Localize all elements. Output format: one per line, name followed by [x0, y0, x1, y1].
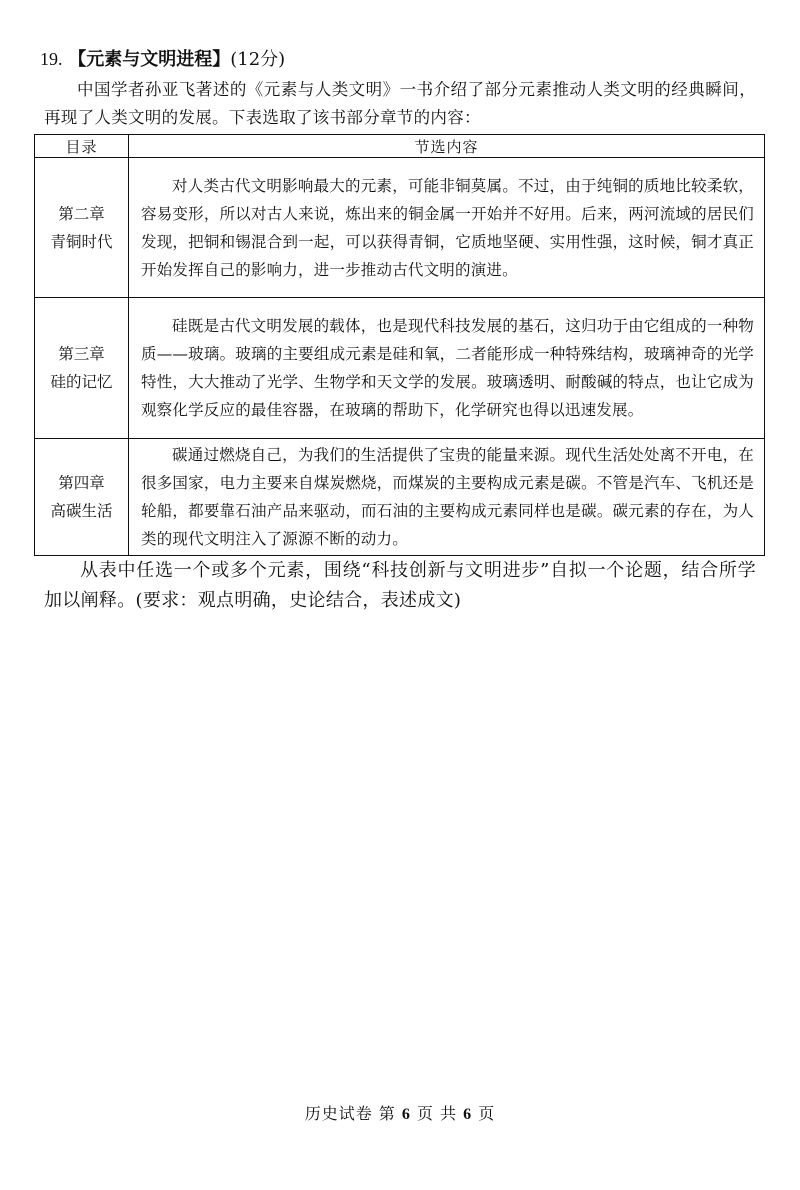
chapter-cell — [35, 298, 129, 439]
table-header-row — [35, 135, 765, 158]
footer-prefix: 历史试卷 第 — [304, 1104, 396, 1123]
chapter-table — [34, 134, 765, 556]
chapter-subtitle: 硅的记忆 — [50, 373, 113, 391]
question-title: 【元素与文明进程】 — [68, 49, 231, 70]
question-task: 从表中任选一个或多个元素，围绕“科技创新与文明进步”自拟一个论题，结合所学加以阐释。(要求：观点明确，史论结合，表述成文) — [44, 560, 756, 611]
question-number: 19. — [40, 49, 63, 69]
chapter-number: 第三章 — [58, 345, 105, 363]
chapter-cell — [35, 439, 129, 556]
chapter-number: 第二章 — [58, 204, 105, 223]
footer-middle: 页 共 — [416, 1104, 458, 1123]
table-row — [35, 439, 765, 556]
question-points: (12分) — [230, 49, 286, 70]
page-footer — [0, 1101, 800, 1124]
footer-page-number: 6 — [401, 1106, 411, 1123]
excerpt-text: 对人类古代文明影响最大的元素，可能非铜莫属。不过，由于纯铜的质地比较柔软，容易变形，所以对古人来说，炼出来的铜金属一开始并不好用。后来，两河流域的居民们发现，把铜和锡混合到一起，可以获得青铜，它质地坚硬、实用性强，这时候，铜才真正开始发挥自己的影响力，进一步推动古代文明的演进。 — [129, 158, 765, 298]
footer-total-pages: 6 — [463, 1106, 473, 1123]
chapter-subtitle: 高碳生活 — [50, 502, 113, 520]
chapter-cell — [35, 158, 129, 298]
footer-suffix: 页 — [478, 1104, 496, 1123]
chapter-number: 第四章 — [58, 474, 105, 492]
question-intro: 中国学者孙亚飞著述的《元素与人类文明》一书介绍了部分元素推动人类文明的经典瞬间，再现了人类文明的发展。下表选取了该书部分章节的内容： — [44, 80, 756, 127]
question-heading — [40, 46, 285, 73]
header-contents: 目录 — [35, 135, 129, 158]
excerpt-text: 硅既是古代文明发展的载体，也是现代科技发展的基石，这归功于由它组成的一种物质——玻璃。玻璃的主要组成元素是硅和氧，二者能形成一种特殊结构，玻璃神奇的光学特性，大大推动了光学、生物学和天文学的发展。玻璃透明、耐酸碱的特点，也让它成为观察化学反应的最佳容器，在玻璃的帮助下，化学研究也得以迅速发展。 — [129, 298, 765, 439]
header-excerpt: 节选内容 — [129, 135, 765, 158]
excerpt-text: 碳通过燃烧自己，为我们的生活提供了宝贵的能量来源。现代生活处处离不开电，在很多国家，电力主要来自煤炭燃烧，而煤炭的主要构成元素是碳。不管是汽车、飞机还是轮船，都要靠石油产品来驱动，而石油的主要构成元素同样也是碳。碳元素的存在，为人类的现代文明注入了源源不断的动力。 — [129, 439, 765, 556]
table-row — [35, 298, 765, 439]
chapter-subtitle: 青铜时代 — [50, 232, 113, 251]
table-row — [35, 158, 765, 298]
